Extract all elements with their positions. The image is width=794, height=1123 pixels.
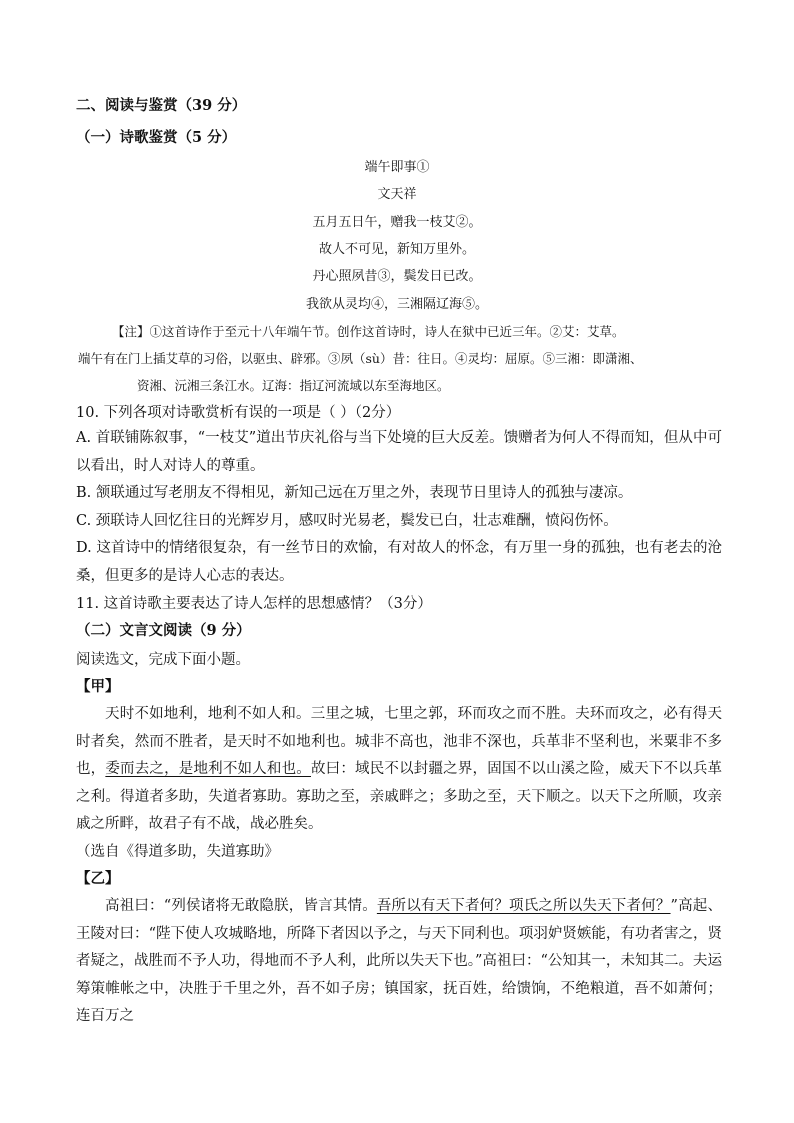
poem-line: 我欲从灵均④，三湘隔辽海⑤。 <box>305 297 488 312</box>
option-b: B. 颔联通过写老朋友不得相见，新知己远在万里之外，表现节日里诗人的孤独与凄凉。 <box>76 485 633 502</box>
poem-line: 五月五日午，赠我一枝艾②。 <box>312 215 482 230</box>
jia-underlined-sentence: 委而去之，是地利不如人和也。 <box>105 761 311 778</box>
option-a: A. 首联铺陈叙事，“一枝艾”道出节庆礼俗与当下处境的巨大反差。馈赠者为何人不得而知，但从中可以看出，时人对诗人的尊重。 <box>76 430 722 474</box>
jia-text-end: 故曰：域民不以封疆之界，固国不以山溪之险，威天下不以兵革之利。得道者多助，失道者寡助。寡助之至，亲戚畔之；多助之至，天下顺之。以天下之所顺，攻亲戚之所畔，故君子有不战，战必胜矣。 <box>76 761 723 833</box>
jia-text: 天时不如地利，地利不如人和。三里之城，七里之郭，环而攻之而不胜。夫环而攻之，必有得天时者矣，然而不胜者，是天时不如地利也。城非不高也，池非不深也，兵革非不坚利也，米粟非不多也， <box>76 706 722 778</box>
question-10-options <box>76 425 722 591</box>
poem-line: 故人不可见，新知万里外。 <box>318 242 475 257</box>
part2-title: （二）文言文阅读（9 分） <box>76 622 251 639</box>
jia-label: 【甲】 <box>76 678 120 695</box>
yi-passage <box>76 893 722 1031</box>
poem-author: 文天祥 <box>377 187 417 202</box>
poem-note: 【注】①这首诗作于至元十八年端午节。创作这首诗时，诗人在狱中已近三年。②艾：艾草。 <box>112 324 625 339</box>
poem-note: 端午有在门上插艾草的习俗，以驱虫、辟邪。③夙（sù）昔：往日。④灵均：屈原。⑤三湘：即潇湘、 <box>78 351 643 366</box>
instruction: 阅读选文，完成下面小题。 <box>76 652 250 668</box>
poem-line: 丹心照夙昔③，鬓发日已改。 <box>312 269 482 284</box>
part1-title: （一）诗歌鉴赏（5 分） <box>76 129 237 146</box>
yi-label: 【乙】 <box>76 870 120 887</box>
yi-underlined-sentence: 吾所以有天下者何？项氏之所以失天下者何？ <box>376 898 671 914</box>
yi-text: 高祖曰：“列侯诸将无敢隐朕，皆言其情。 <box>105 898 377 914</box>
poem-title: 端午即事① <box>364 160 430 175</box>
yi-text-end: ”高起、王陵对曰：“陛下使人攻城略地，所降下者因以予之，与天下同利也。项羽妒贤嫉能，有功者害之，贤者疑之，战胜而不予人功，得地而不予人利，此所以失天下也。”高祖曰：“公知其一，未知其二。夫运筹策帷帐之中，决胜于千里之外，吾不如子房；镇国家，抚百姓，给馈饷，不绝粮道，吾不如萧何；连百万之 <box>76 898 722 1025</box>
section-title: 二、阅读与鉴赏（39 分） <box>76 97 247 114</box>
poem-note: 资湘、沅湘三条江水。辽海：指辽河流域以东至海地区。 <box>137 378 450 393</box>
option-d: D. 这首诗中的情绪很复杂，有一丝节日的欢愉，有对故人的怀念，有万里一身的孤独，也有老去的沧桑，但更多的是诗人心志的表达。 <box>76 540 722 584</box>
question-11-stem: 11. 这首诗歌主要表达了诗人怎样的思想感情？（3分） <box>76 596 432 612</box>
option-c: C. 颈联诗人回忆往日的光辉岁月，感叹时光易老，鬓发已白，壮志难酬，愤闷伤怀。 <box>76 512 618 529</box>
question-10-stem: 10. 下列各项对诗歌赏析有误的一项是（ ）（2分） <box>76 405 401 421</box>
jia-source: （选自《得道多助，失道寡助》 <box>76 844 279 860</box>
jia-passage <box>76 701 722 839</box>
